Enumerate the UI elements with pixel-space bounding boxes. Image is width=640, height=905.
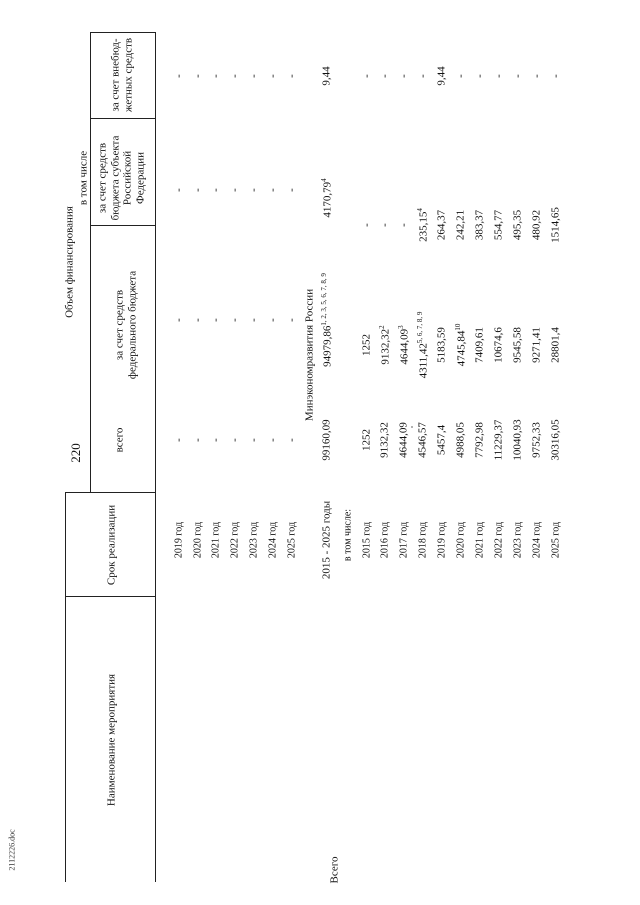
- top-row-extra: [229, 74, 242, 78]
- year-row-extra: [398, 74, 411, 78]
- header-regional: [97, 132, 148, 224]
- year-row-federal-value: 7409,61: [473, 327, 486, 363]
- year-row-period: [455, 522, 467, 558]
- top-row-total: [210, 438, 223, 442]
- year-row-period: [550, 522, 562, 558]
- year-row-federal: [397, 325, 411, 364]
- year-row-extra-value: -: [397, 74, 410, 78]
- year-row-regional-value: 235,15: [417, 211, 430, 242]
- year-row-extra-value: -: [492, 74, 505, 78]
- summary-federal: [320, 273, 334, 367]
- header-federal: [113, 260, 138, 390]
- top-row-extra-value: -: [285, 74, 298, 78]
- vsego-label-value: Всего: [328, 856, 341, 884]
- top-row-period-value: 2021 год: [210, 521, 222, 559]
- document-footer: 2112226.doc: [7, 829, 17, 871]
- year-row-regional-value: 1514,65: [549, 207, 562, 243]
- year-row-period: [379, 522, 391, 558]
- year-row-period-value: 2019 год: [436, 521, 448, 559]
- year-row-period-value: 2017 год: [398, 521, 410, 559]
- year-row-extra-value: -: [530, 74, 543, 78]
- top-row-total: [248, 438, 261, 442]
- top-row-extra-value: -: [266, 74, 279, 78]
- year-row-regional: [550, 207, 563, 243]
- year-row-regional: [455, 210, 468, 240]
- year-row-total: [398, 422, 411, 458]
- year-row-federal-value: 9271,41: [530, 327, 543, 363]
- year-row-period-value: 2023 год: [512, 521, 524, 559]
- top-row-regional: [210, 188, 223, 192]
- year-row-regional-value: 264,37: [435, 209, 448, 241]
- top-row-period: [210, 522, 222, 558]
- year-row-federal: [531, 327, 544, 363]
- top-row-period: [248, 522, 260, 558]
- year-row-federal-value: 28801,4: [549, 327, 562, 363]
- year-row-total-value: 4644,09: [397, 422, 410, 458]
- year-row-period-value: 2024 год: [531, 521, 543, 559]
- header-extra-text: за счет внебюд-жетных средств: [109, 37, 134, 113]
- ministry-heading: [304, 289, 317, 421]
- year-row-federal-footnote: 10: [453, 323, 462, 331]
- year-row-total-value: 9752,33: [530, 422, 543, 458]
- top-row-total-value: -: [172, 438, 185, 442]
- year-row-regional: [379, 223, 392, 227]
- header-name: Наименование мероприятия: [105, 673, 118, 807]
- top-row-federal: [267, 318, 280, 322]
- summary-period-value: 2015 - 2025 годы: [320, 500, 333, 580]
- top-row-extra: [192, 74, 205, 78]
- year-row-total: [455, 422, 468, 458]
- year-row-extra: [417, 74, 430, 78]
- year-row-federal: [378, 325, 392, 364]
- year-row-federal-footnote: 2: [377, 325, 386, 329]
- year-row-total: [531, 422, 544, 458]
- top-row-period-value: 2023 год: [248, 521, 260, 559]
- top-row-period: [286, 522, 298, 558]
- year-row-extra-value: -: [473, 74, 486, 78]
- year-row-extra: [455, 74, 468, 78]
- year-row-extra: [474, 74, 487, 78]
- summary-total: [321, 419, 334, 460]
- top-row-extra: [248, 74, 261, 78]
- year-row-regional-value: 554,77: [492, 209, 505, 241]
- year-row-federal-footnote: 5, 6, 7, 8, 9: [415, 311, 424, 344]
- year-row-total-value: 10040,93: [511, 419, 524, 461]
- top-row-extra-value: -: [228, 74, 241, 78]
- year-row-period: [512, 522, 524, 558]
- header-rule: [65, 492, 155, 493]
- year-row-extra-value: -: [360, 74, 373, 78]
- page-number: 220: [68, 443, 83, 463]
- header-regional-text: за счет средств бюджета субъекта Российской Федерации: [96, 135, 147, 221]
- year-row-regional-value: -: [397, 223, 410, 227]
- year-row-total-value: 11229,37: [492, 419, 505, 461]
- including-label: [342, 509, 354, 561]
- top-row-total-value: -: [266, 438, 279, 442]
- top-row-total-value: -: [191, 438, 204, 442]
- year-row-period: [474, 522, 486, 558]
- year-row-extra-value: -: [378, 74, 391, 78]
- summary-total-value: 99160,09: [320, 419, 333, 461]
- year-row-federal: [361, 334, 374, 356]
- year-row-extra-value: 9,44: [435, 66, 448, 86]
- year-row-total-value: 1252: [360, 429, 373, 451]
- header-rule: [90, 225, 155, 226]
- top-row-federal: [248, 318, 261, 322]
- vsego-label: [329, 857, 342, 884]
- top-row-federal-value: -: [209, 318, 222, 322]
- top-row-extra: [286, 74, 299, 78]
- header-period: Срок реализации: [105, 504, 118, 586]
- header-including: в том числе: [77, 150, 90, 206]
- summary-regional-value: 4170,79: [321, 181, 334, 218]
- top-row-regional-value: -: [266, 188, 279, 192]
- year-row-regional-footnote: 4: [415, 208, 424, 212]
- top-row-regional: [192, 188, 205, 192]
- year-row-period: [531, 522, 543, 558]
- year-row-regional-value: 383,37: [473, 209, 486, 241]
- top-row-regional-value: -: [228, 188, 241, 192]
- year-row-period: [493, 522, 505, 558]
- year-row-period-value: 2025 год: [550, 521, 562, 559]
- top-row-total-value: -: [285, 438, 298, 442]
- year-row-extra-value: -: [511, 74, 524, 78]
- top-row-period-value: 2025 год: [286, 521, 298, 559]
- scan-speck: [411, 426, 413, 428]
- summary-federal-footnote: 1, 2, 3, 5, 6, 7, 8, 9: [319, 273, 328, 326]
- year-row-total: [550, 419, 563, 460]
- year-row-total: [493, 420, 506, 461]
- top-row-regional-value: -: [285, 188, 298, 192]
- header-rule: [155, 32, 156, 882]
- summary-period: [321, 501, 334, 579]
- top-row-federal-value: -: [266, 318, 279, 322]
- year-row-total: [379, 422, 392, 458]
- top-row-regional: [267, 188, 280, 192]
- year-row-regional: [416, 208, 430, 242]
- top-row-extra: [173, 74, 186, 78]
- top-row-regional-value: -: [191, 188, 204, 192]
- header-rule: [65, 492, 66, 882]
- top-row-regional: [173, 188, 186, 192]
- year-row-period: [361, 522, 373, 558]
- year-row-extra: [531, 74, 544, 78]
- top-row-total: [192, 438, 205, 442]
- year-row-federal: [493, 327, 506, 363]
- year-row-federal-value: 9545,58: [511, 327, 524, 363]
- year-row-regional: [493, 210, 506, 240]
- top-row-federal-value: -: [228, 318, 241, 322]
- top-row-federal-value: -: [172, 318, 185, 322]
- year-row-federal-value: 4644,09: [398, 328, 411, 365]
- year-row-total: [474, 422, 487, 458]
- summary-federal-value: 94979,86: [321, 325, 334, 367]
- header-rule: [90, 32, 155, 33]
- top-row-extra-value: -: [191, 74, 204, 78]
- year-row-extra-value: -: [549, 74, 562, 78]
- header-extra: [109, 34, 134, 116]
- top-row-regional-value: -: [209, 188, 222, 192]
- year-row-period-value: 2018 год: [417, 521, 429, 559]
- top-row-federal: [192, 318, 205, 322]
- year-row-federal: [454, 324, 468, 367]
- top-row-total: [267, 438, 280, 442]
- top-row-federal-value: -: [191, 318, 204, 322]
- year-row-total-value: 4546,57: [416, 422, 429, 458]
- year-row-federal-value: 9132,32: [379, 328, 392, 365]
- year-row-total-value: 5457,4: [435, 424, 448, 456]
- top-row-period-value: 2024 год: [267, 521, 279, 559]
- top-row-total-value: -: [209, 438, 222, 442]
- top-row-extra: [267, 74, 280, 78]
- summary-regional: [320, 178, 334, 217]
- header-rule: [90, 32, 91, 492]
- header-rule: [90, 118, 155, 119]
- top-row-regional-value: -: [247, 188, 260, 192]
- year-row-period: [417, 522, 429, 558]
- year-row-extra: [493, 74, 506, 78]
- year-row-period-value: 2021 год: [474, 521, 486, 559]
- top-row-total: [229, 438, 242, 442]
- top-row-regional: [229, 188, 242, 192]
- header-rule: [65, 596, 155, 597]
- ministry-heading-value: Минэкономразвития России: [303, 288, 316, 422]
- top-row-extra: [210, 74, 223, 78]
- year-row-regional-value: 495,35: [511, 209, 524, 241]
- header-federal-text: за счет средств федерального бюджета: [113, 270, 138, 380]
- year-row-total-value: 4988,05: [454, 422, 467, 458]
- top-row-total-value: -: [228, 438, 241, 442]
- year-row-extra-value: -: [416, 74, 429, 78]
- top-row-period-value: 2022 год: [229, 521, 241, 559]
- top-row-regional: [248, 188, 261, 192]
- including-label-value: в том числе:: [342, 508, 354, 562]
- top-row-regional: [286, 188, 299, 192]
- header-total: всего: [113, 427, 126, 453]
- top-row-period-value: 2020 год: [192, 521, 204, 559]
- top-row-period: [173, 522, 185, 558]
- top-row-period: [192, 522, 204, 558]
- top-row-federal-value: -: [247, 318, 260, 322]
- top-row-total: [286, 438, 299, 442]
- summary-extra: [321, 66, 334, 85]
- year-row-regional-value: -: [360, 223, 373, 227]
- top-row-federal: [229, 318, 242, 322]
- year-row-extra: [436, 66, 449, 85]
- top-row-period: [267, 522, 279, 558]
- year-row-period-value: 2016 год: [379, 521, 391, 559]
- year-row-extra: [550, 74, 563, 78]
- top-row-total: [173, 438, 186, 442]
- year-row-regional: [512, 210, 525, 240]
- year-row-extra-value: -: [454, 74, 467, 78]
- top-row-extra-value: -: [209, 74, 222, 78]
- year-row-regional: [531, 210, 544, 240]
- year-row-federal: [512, 327, 525, 363]
- year-row-federal-value: 10674,6: [492, 327, 505, 363]
- top-row-federal: [173, 318, 186, 322]
- year-row-total-value: 7792,98: [473, 422, 486, 458]
- year-row-period-value: 2020 год: [455, 521, 467, 559]
- year-row-period-value: 2022 год: [493, 521, 505, 559]
- top-row-extra-value: -: [247, 74, 260, 78]
- year-row-federal: [416, 312, 430, 379]
- year-row-total: [361, 429, 374, 451]
- year-row-federal: [474, 327, 487, 363]
- year-row-federal: [436, 327, 449, 363]
- year-row-period: [398, 522, 410, 558]
- year-row-federal-value: 4745,84: [455, 330, 468, 367]
- year-row-total-value: 30316,05: [549, 419, 562, 461]
- year-row-regional-value: 242,21: [454, 209, 467, 241]
- year-row-period-value: 2015 год: [361, 521, 373, 559]
- top-row-period: [229, 522, 241, 558]
- year-row-regional: [436, 210, 449, 240]
- year-row-federal-value: 5183,59: [435, 327, 448, 363]
- year-row-federal-value: 1252: [360, 334, 373, 356]
- year-row-regional-value: -: [378, 223, 391, 227]
- year-row-regional: [398, 223, 411, 227]
- top-row-extra-value: -: [172, 74, 185, 78]
- year-row-extra: [379, 74, 392, 78]
- summary-regional-footnote: 4: [319, 178, 328, 182]
- header-funding: Объем финансирования: [63, 206, 76, 318]
- year-row-total: [512, 419, 525, 460]
- year-row-federal: [550, 327, 563, 363]
- year-row-extra: [361, 74, 374, 78]
- year-row-extra: [512, 74, 525, 78]
- year-row-total: [417, 422, 430, 458]
- year-row-period: [436, 522, 448, 558]
- year-row-regional: [361, 223, 374, 227]
- top-row-federal: [286, 318, 299, 322]
- top-row-total-value: -: [247, 438, 260, 442]
- year-row-regional: [474, 210, 487, 240]
- top-row-federal-value: -: [285, 318, 298, 322]
- year-row-total: [436, 425, 449, 455]
- top-row-federal: [210, 318, 223, 322]
- year-row-federal-footnote: 3: [396, 325, 405, 329]
- year-row-federal-value: 4311,42: [417, 343, 430, 379]
- summary-extra-value: 9,44: [320, 66, 333, 86]
- top-row-period-value: 2019 год: [173, 521, 185, 559]
- year-row-total-value: 9132,32: [378, 422, 391, 458]
- top-row-regional-value: -: [172, 188, 185, 192]
- year-row-regional-value: 480,92: [530, 209, 543, 241]
